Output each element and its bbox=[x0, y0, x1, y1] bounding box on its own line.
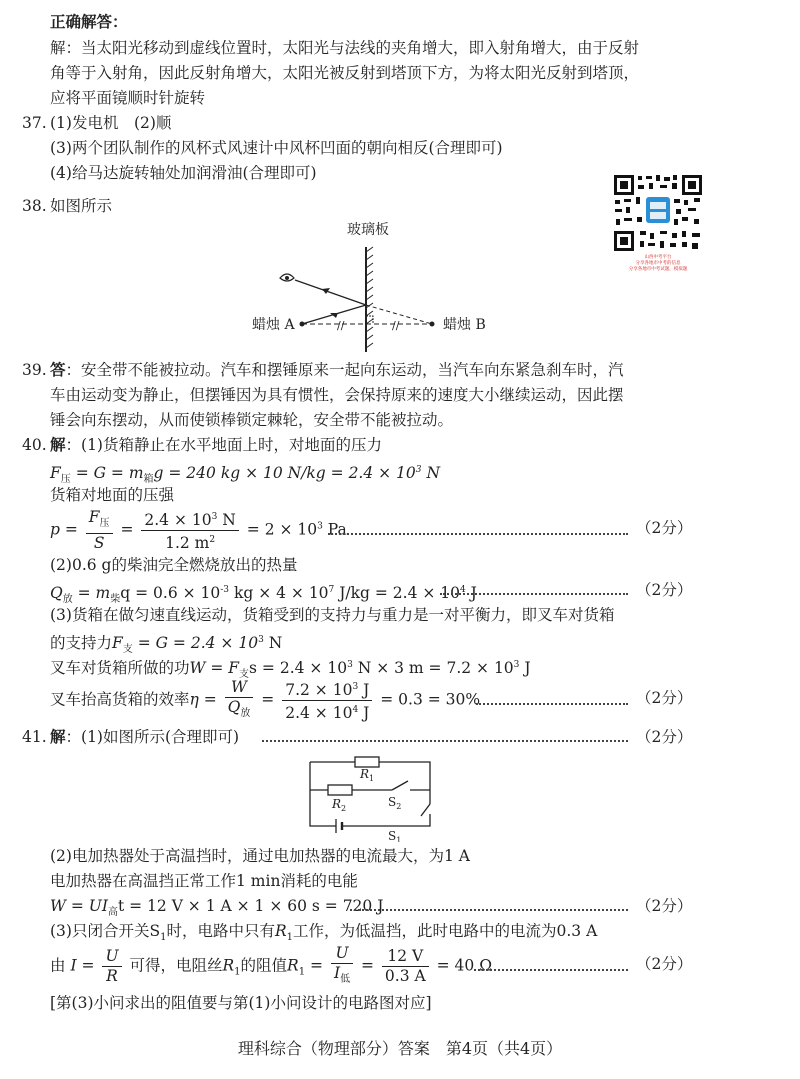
fraction-efficiency-values: $\frac{7.2 \times 10^3 J}{2.4 \times 10^4 J}$ bbox=[282, 678, 372, 723]
leader-dots bbox=[328, 533, 628, 535]
q40-work-eq: 叉车对货箱所做的功$W = F_支s = 2.4 \times 10^3$ N × 3 $m = 7.2 \times 10^3$ J bbox=[50, 659, 531, 680]
leader-dots bbox=[474, 969, 628, 971]
q39-line-2: 车由运动变为静止，但摆锤因为具有惯性，会保持原来的速度大小继续运动，因此摆 bbox=[50, 386, 624, 404]
candle-b-point bbox=[430, 322, 435, 327]
glass-hatching bbox=[366, 247, 373, 348]
glass-plate-label: 玻璃板 bbox=[347, 222, 389, 238]
score-label: （2分） bbox=[636, 519, 693, 537]
leader-dots bbox=[476, 703, 628, 705]
circuit-diagram bbox=[300, 750, 440, 842]
q37-answer-b: (3)两个团队制作的风杯式风速计中风杯凹面的朝向相反(合理即可) bbox=[50, 139, 503, 157]
q40-pressure-eq: p = $\frac{F_压}{S}$ = $\frac{2.4 \times 10^3 N}{1.2 m^2}$ = $2 \times 10^3$ Pa bbox=[50, 508, 347, 552]
q41-resistance-eq: 由 I = $\frac{U}{R}$ 可得，电阻丝$R_1$的阻值$R_1$ = $\frac{U}{I_低}$ = $\frac{12 V}{0.3 A}$ = 40 Ω bbox=[50, 944, 492, 989]
fraction-u-over-r: $\frac{U}{R}$ bbox=[102, 947, 121, 986]
q36-line-3: 应将平面镜顺时针旋转 bbox=[50, 89, 206, 107]
score-label: （2分） bbox=[636, 897, 693, 915]
reflected-ray bbox=[295, 280, 366, 305]
eye-icon bbox=[280, 274, 294, 281]
q39-number: 39. bbox=[22, 361, 47, 379]
r1-label: $R_1$ bbox=[360, 767, 375, 783]
equal-mark-right: // bbox=[392, 319, 400, 332]
score-label: （2分） bbox=[636, 728, 693, 746]
q37-answer-c: (4)给马达旋转轴处加润滑油(合理即可) bbox=[50, 164, 317, 182]
q39-line-1: ：安全带不能被拉动。汽车和摆锤原来一起向东运动，当汽车向东紧急刹车时，汽 bbox=[65, 361, 624, 379]
qr-caption-1: 山西中考平台 bbox=[644, 255, 672, 260]
q40-line-3: 货箱对地面的压强 bbox=[50, 486, 175, 504]
q41-number: 41. bbox=[22, 728, 47, 746]
q41-line-2: (2)电加热器处于高温挡时，通过电加热器的电流最大，为1 A bbox=[50, 847, 470, 865]
q40-line-5: (2)0.6 g的柴油完全燃烧放出的热量 bbox=[50, 556, 298, 574]
qr-caption-3: 分享各地市中考试题，模拟题 bbox=[628, 267, 688, 272]
q40-heat-eq: $Q_放 = m_柴q = 0.6 \times 10^{-3}$ kg × $4 \times 10^7$ $J/kg = 2.4 \times 10^4$ J bbox=[50, 584, 477, 605]
resistor-r1 bbox=[355, 757, 379, 767]
q40-line-1: ：(1)货箱静止在水平地面上时，对地面的压力 bbox=[65, 436, 382, 454]
q37-answer-a: (1)发电机 (2)顺 bbox=[50, 114, 172, 132]
q40-line-7: (3)货箱在做匀速直线运动，货箱受到的支持力与重力是一对平衡力，即叉车对货箱 bbox=[50, 606, 615, 624]
leader-dots bbox=[262, 740, 628, 742]
section-heading: 正确解答： bbox=[50, 12, 128, 31]
q39-line-3: 锤会向东摆动，从而使锁棒锁定棘轮，安全带不能被拉动。 bbox=[50, 411, 454, 429]
q40-number: 40. bbox=[22, 436, 47, 454]
r2-label: $R_2$ bbox=[332, 797, 347, 813]
q40-support-force: 的支持力$F_支 = G = 2.4 \times 10^3$ N bbox=[50, 634, 283, 655]
q40-efficiency-eq: 叉车抬高货箱的效率η = $\frac{W}{Q_放}$ = $\frac{7.2 \times 10^3 J}{2.4 \times 10^4 J}$ = 0.3 = 30% bbox=[50, 678, 481, 722]
fraction-u-over-i: $\frac{U}{I_低}$ bbox=[331, 944, 353, 989]
score-label: （2分） bbox=[636, 581, 693, 599]
s2-label: $S_2$ bbox=[388, 795, 402, 811]
q38-text: 如图所示 bbox=[50, 197, 113, 215]
fraction-w-over-q: $\frac{W}{Q_放}$ bbox=[225, 678, 254, 723]
reflected-ray-arrow bbox=[322, 288, 330, 294]
mirror-diagram bbox=[240, 212, 510, 357]
q41-label: 解 bbox=[50, 727, 66, 746]
leader-dots bbox=[440, 593, 628, 595]
q41-note: [第(3)小问求出的阻值要与第(1)小问设计的电路图对应] bbox=[50, 994, 432, 1012]
fraction-values: $\frac{2.4 \times 10^3 N}{1.2 m^2}$ bbox=[141, 508, 238, 553]
resistor-r2 bbox=[328, 785, 352, 795]
qr-caption-2: 分享各地市中考的信息 bbox=[635, 261, 681, 266]
qr-code bbox=[612, 173, 704, 272]
s1-label: $S_1$ bbox=[388, 829, 402, 842]
switch-s1-gap bbox=[426, 804, 434, 814]
q41-line-3: 电加热器在高温挡正常工作1 min消耗的电能 bbox=[50, 872, 358, 890]
score-label: （2分） bbox=[636, 689, 693, 707]
q41-line-5: (3)只闭合开关$S_1$时，电路中只有$R_1$工作，为低温挡，此时电路中的电流为0.3 A bbox=[50, 922, 598, 943]
q36-line-1: 解：当太阳光移动到虚线位置时，太阳光与法线的夹角增大，即入射角增大，由于反射 bbox=[50, 39, 640, 57]
candle-b-label: 蜡烛 B bbox=[443, 317, 486, 333]
q40-label: 解 bbox=[50, 435, 66, 454]
qr-code-graphic bbox=[612, 173, 704, 253]
equal-mark-left: // bbox=[337, 319, 345, 332]
q39-label: 答 bbox=[50, 360, 66, 379]
page-footer: 理科综合（物理部分）答案 第4页（共4页） bbox=[237, 1039, 563, 1058]
q36-line-2: 角等于入射角，因此反射角增大，太阳光被反射到塔顶下方，为将太阳光反射到塔顶， bbox=[50, 64, 640, 82]
leader-dots bbox=[350, 909, 628, 911]
q41-energy-eq: $W = UI_高t = 12$ V × 1 A × 1 × 60 s = 720 J bbox=[50, 897, 384, 918]
fraction-f-over-s: $\frac{F_压}{S}$ bbox=[86, 508, 113, 553]
q40-pressure-force-eq: $F_压 = G = m_箱g = 240$ kg × 10 $N/kg = 2.4 \times 10^3$ N bbox=[50, 464, 441, 485]
q37-number: 37. bbox=[22, 114, 47, 132]
candle-a-point bbox=[300, 322, 305, 327]
q41-line-1: ：(1)如图所示(合理即可) bbox=[65, 728, 240, 746]
candle-a-label: 蜡烛 A bbox=[252, 317, 295, 333]
switch-s2 bbox=[392, 781, 408, 790]
score-label: （2分） bbox=[636, 955, 693, 973]
q38-number: 38. bbox=[22, 197, 47, 215]
fraction-resistance-values: $\frac{12 V}{0.3 A}$ bbox=[382, 947, 429, 986]
